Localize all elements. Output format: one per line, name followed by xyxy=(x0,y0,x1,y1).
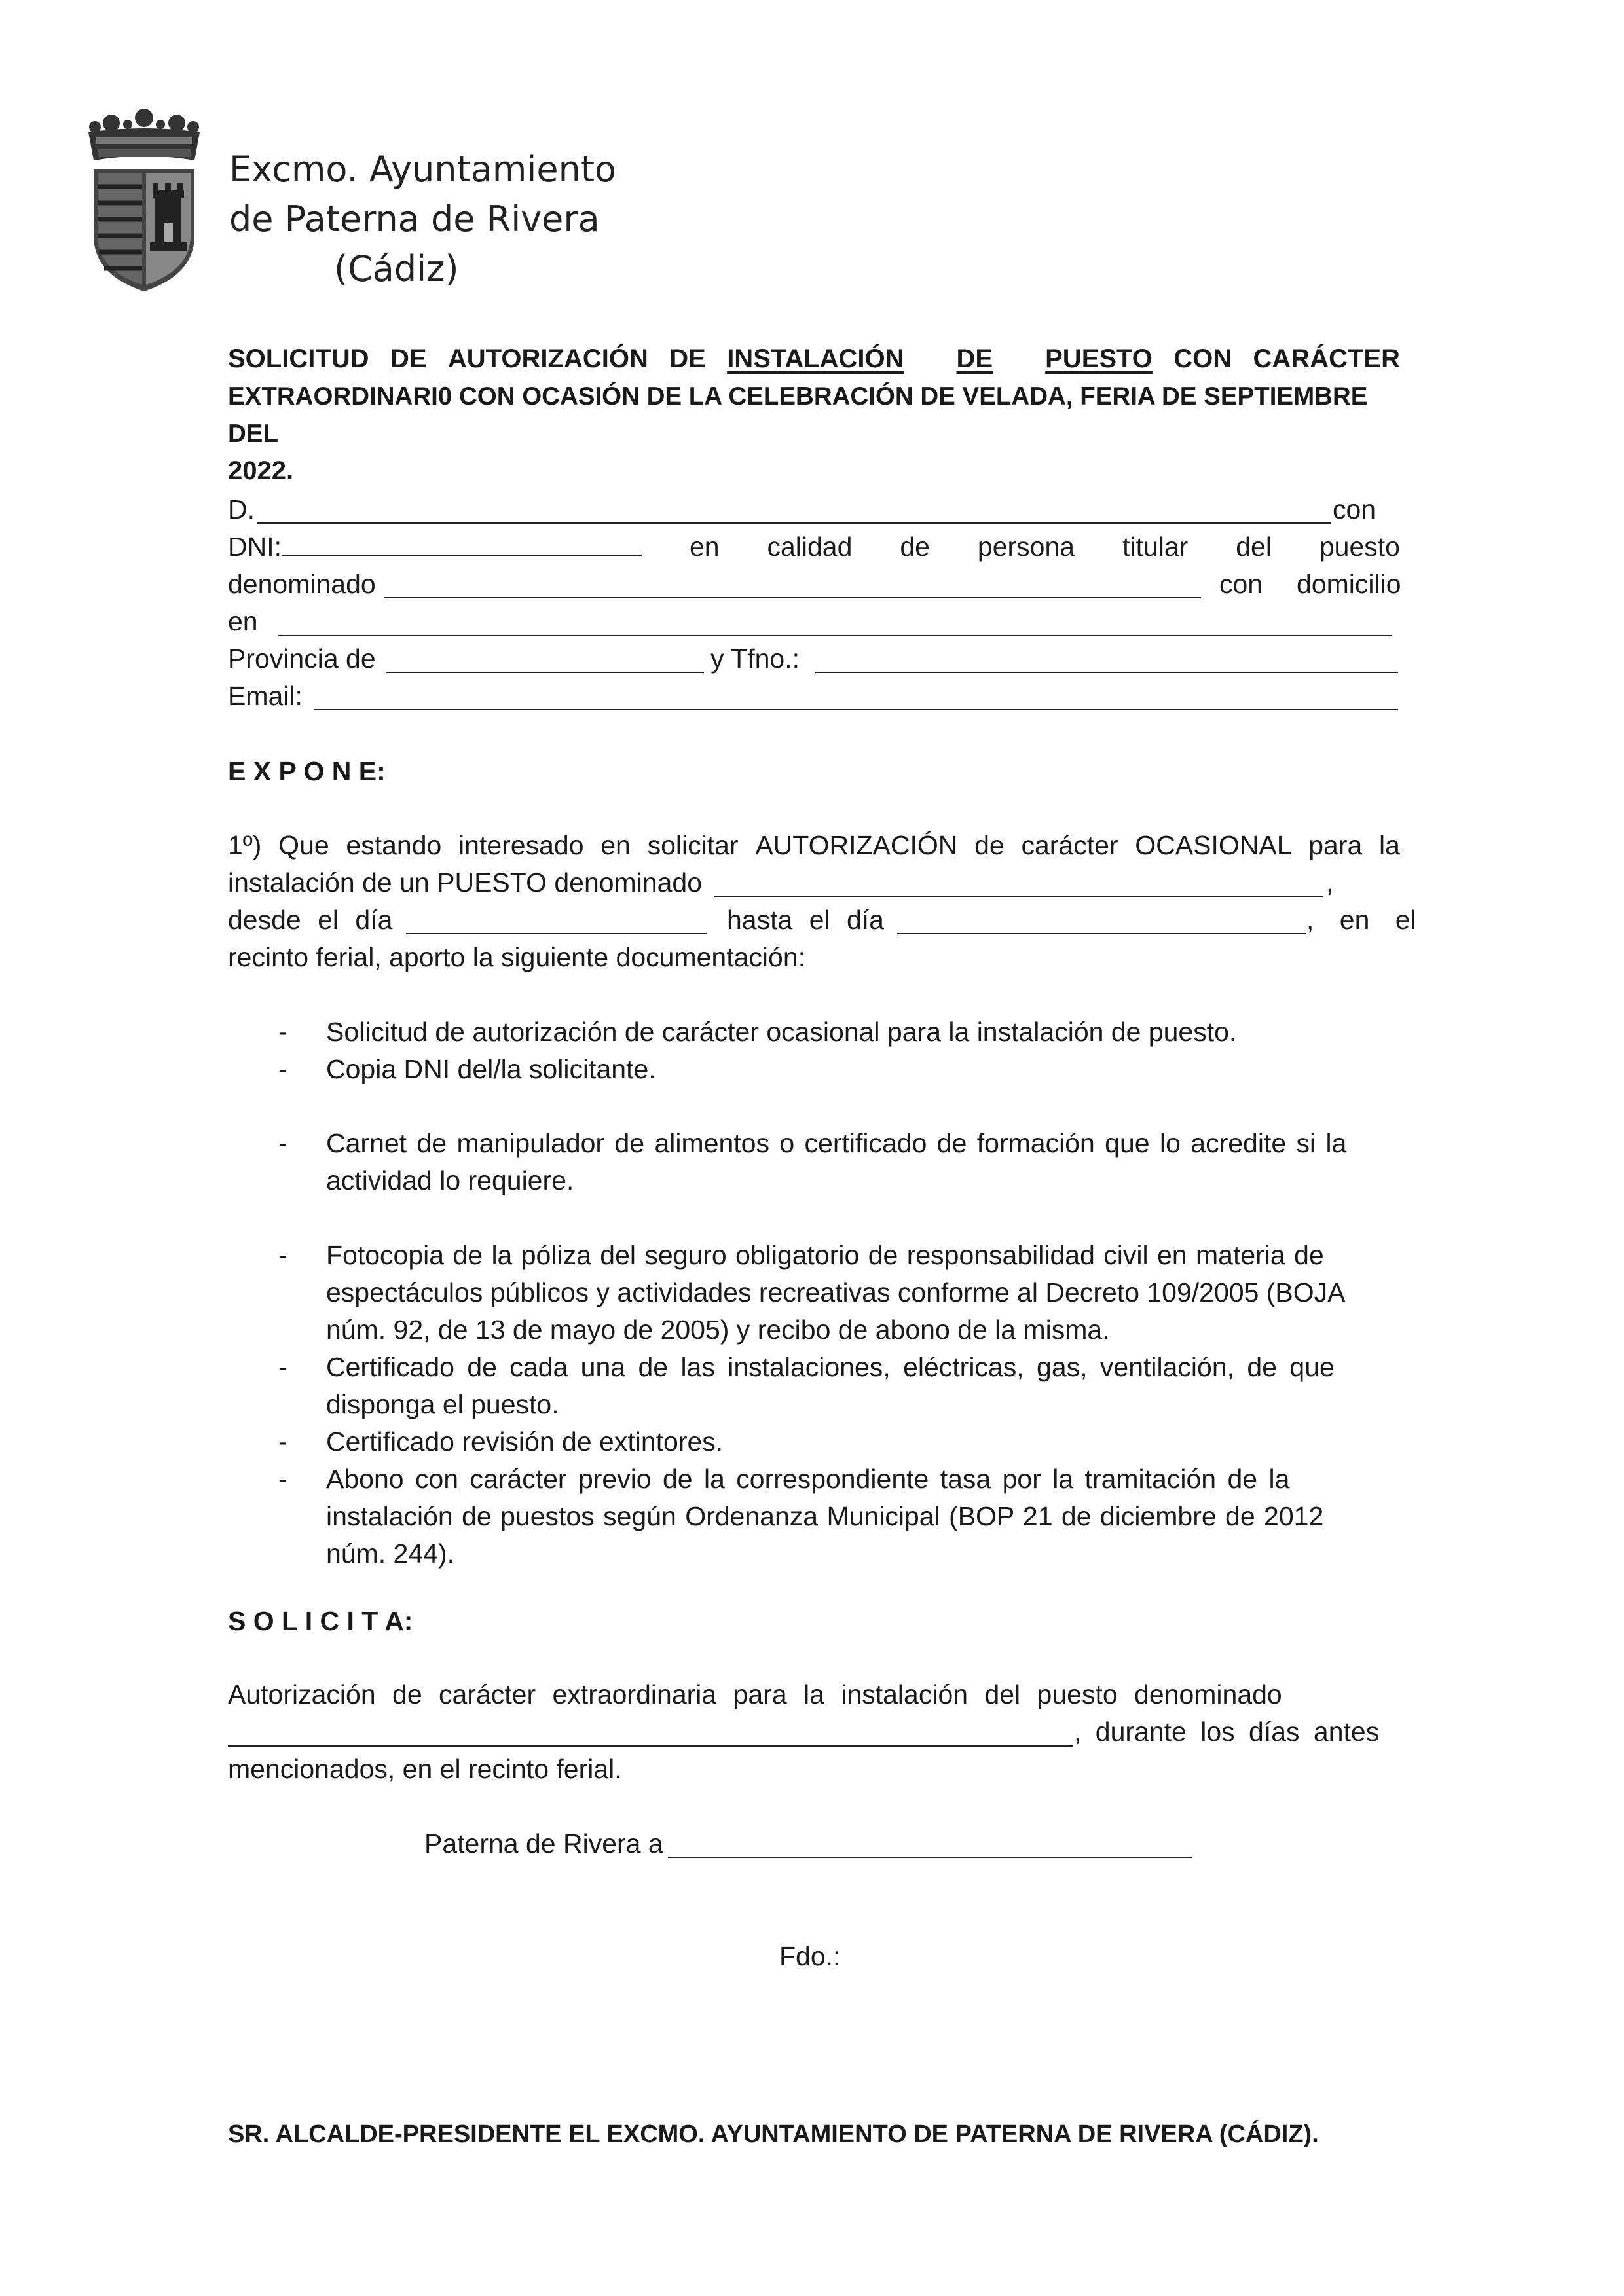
word: calidad xyxy=(767,532,853,562)
bullet-dash: - xyxy=(278,1128,287,1158)
word: la xyxy=(1379,830,1400,860)
desde-field-line[interactable] xyxy=(406,933,707,934)
doc-item-3b: actividad lo requiere. xyxy=(326,1165,574,1195)
expone-line-4: recinto ferial, aporto la siguiente documentación: xyxy=(228,942,806,972)
doc-item-4a: Fotocopia de la póliza del seguro obligatorio de responsabilidad civil en materia de xyxy=(326,1240,1324,1270)
tfno-label: y Tfno.: xyxy=(710,644,800,674)
doc-item-3a: Carnet de manipulador de alimentos o certificado de formación que lo acredite si la xyxy=(326,1128,1347,1158)
doc-item-5b: disponga el puesto. xyxy=(326,1389,559,1419)
signature-label: Fdo.: xyxy=(779,1941,841,1971)
word: Que xyxy=(278,830,329,860)
title-underlined-phrase xyxy=(727,340,1153,378)
d-label: D. xyxy=(228,494,255,524)
doc-item-7a: Abono con carácter previo de la correspondiente tasa por la tramitación de la xyxy=(326,1464,1290,1494)
title-word: SOLICITUD xyxy=(228,344,369,373)
word: puesto xyxy=(1319,532,1400,562)
dni-row xyxy=(228,528,1400,565)
comma: , xyxy=(1326,867,1334,898)
con-label-2: con xyxy=(1219,569,1263,599)
solicita-line-1: Autorización de carácter extraordinaria para la instalación del puesto denominado xyxy=(228,1679,1282,1709)
bullet-dash: - xyxy=(278,1352,287,1382)
hasta-label: hasta el día xyxy=(727,905,884,935)
provincia-label: Provincia de xyxy=(228,644,376,674)
word: del xyxy=(1236,532,1272,562)
solicita-line-3: mencionados, en el recinto ferial. xyxy=(228,1754,622,1784)
con-label: con xyxy=(1333,494,1376,524)
word: OCASIONAL xyxy=(1135,830,1292,860)
title-line-1 xyxy=(228,340,1400,378)
word: en xyxy=(600,830,631,860)
provincia-field-line[interactable] xyxy=(386,672,704,673)
en-label: en xyxy=(228,606,258,636)
word: para xyxy=(1308,830,1363,860)
doc-item-4b: espectáculos públicos y actividades recreativas conforme al Decreto 109/2005 (BOJA xyxy=(326,1277,1346,1307)
title-word: PUESTO xyxy=(1045,344,1153,373)
word: solicitar xyxy=(647,830,739,860)
word: carácter xyxy=(1021,830,1118,860)
denominado-field-line[interactable] xyxy=(384,597,1201,598)
bullet-dash: - xyxy=(278,1054,287,1084)
title-word: DE xyxy=(669,344,706,373)
doc-item-7c: núm. 244). xyxy=(326,1539,454,1569)
document-title xyxy=(228,340,1400,490)
dni-field-line[interactable] xyxy=(282,528,642,556)
bullet-dash: - xyxy=(278,1427,287,1457)
title-line-2: EXTRAORDINARI0 CON OCASIÓN DE LA CELEBRACIÓN DE VELADA, FERIA DE SEPTIEMBRE DEL xyxy=(228,382,1368,448)
email-field-line[interactable] xyxy=(314,709,1398,710)
word: 1º) xyxy=(228,830,262,860)
domicilio-label: domicilio xyxy=(1297,569,1401,599)
bullet-dash: - xyxy=(278,1017,287,1047)
dni-label: DNI: xyxy=(228,532,282,562)
solicita-puesto-field-line[interactable] xyxy=(228,1745,1073,1747)
doc-item-5a: Certificado de cada una de las instalaciones, eléctricas, gas, ventilación, de que xyxy=(326,1352,1335,1382)
expone-line-2: instalación de un PUESTO denominado xyxy=(228,867,703,898)
word: de xyxy=(974,830,1005,860)
puesto-name-field-line[interactable] xyxy=(714,896,1323,897)
tfno-field-line[interactable] xyxy=(815,672,1398,673)
expone-line-1 xyxy=(228,827,1400,864)
title-word: CON xyxy=(1173,344,1232,373)
word: interesado xyxy=(458,830,584,860)
name-field-line[interactable] xyxy=(257,522,1331,524)
word: estando xyxy=(346,830,442,860)
word: de xyxy=(900,532,930,562)
domicilio-field-line[interactable] xyxy=(278,635,1392,636)
title-word: DE xyxy=(390,344,427,373)
title-line-3: 2022. xyxy=(228,456,294,485)
title-word: INSTALACIÓN xyxy=(727,344,904,373)
word: AUTORIZACIÓN xyxy=(755,830,958,860)
bullet-dash: - xyxy=(278,1464,287,1494)
header-line-2: de Paterna de Rivera xyxy=(229,198,600,240)
desde-label: desde el día xyxy=(228,905,393,935)
header-line-3: (Cádiz) xyxy=(334,248,459,289)
title-word: DE xyxy=(956,344,993,373)
denominado-label: denominado xyxy=(228,569,376,599)
doc-item-2: Copia DNI del/la solicitante. xyxy=(326,1054,656,1084)
title-word: CARÁCTER xyxy=(1253,344,1400,373)
place-label: Paterna de Rivera a xyxy=(424,1829,663,1859)
coat-of-arms-logo xyxy=(82,98,206,295)
title-word: AUTORIZACIÓN xyxy=(447,344,648,373)
doc-item-7b: instalación de puestos según Ordenanza Municipal (BOP 21 de diciembre de 2012 xyxy=(326,1501,1324,1531)
expone-heading: E X P O N E: xyxy=(228,756,386,786)
doc-item-4c: núm. 92, de 13 de mayo de 2005) y recibo de abono de la misma. xyxy=(326,1315,1110,1345)
recipient-line: SR. ALCALDE-PRESIDENTE EL EXCMO. AYUNTAMIENTO DE PATERNA DE RIVERA (CÁDIZ). xyxy=(228,2121,1319,2148)
en-el-label: , en el xyxy=(1306,905,1416,935)
date-field-line[interactable] xyxy=(668,1857,1192,1858)
solicita-heading: S O L I C I T A: xyxy=(228,1606,413,1636)
email-label: Email: xyxy=(228,681,303,711)
word: persona xyxy=(977,532,1075,562)
word: titular xyxy=(1122,532,1189,562)
header-line-1: Excmo. Ayuntamiento xyxy=(229,149,617,190)
hasta-field-line[interactable] xyxy=(897,933,1306,934)
word: en xyxy=(689,532,720,562)
doc-item-6: Certificado revisión de extintores. xyxy=(326,1427,724,1457)
bullet-dash: - xyxy=(278,1240,287,1270)
doc-item-1: Solicitud de autorización de carácter ocasional para la instalación de puesto. xyxy=(326,1017,1237,1047)
solicita-line-2: , durante los días antes xyxy=(1074,1717,1380,1747)
